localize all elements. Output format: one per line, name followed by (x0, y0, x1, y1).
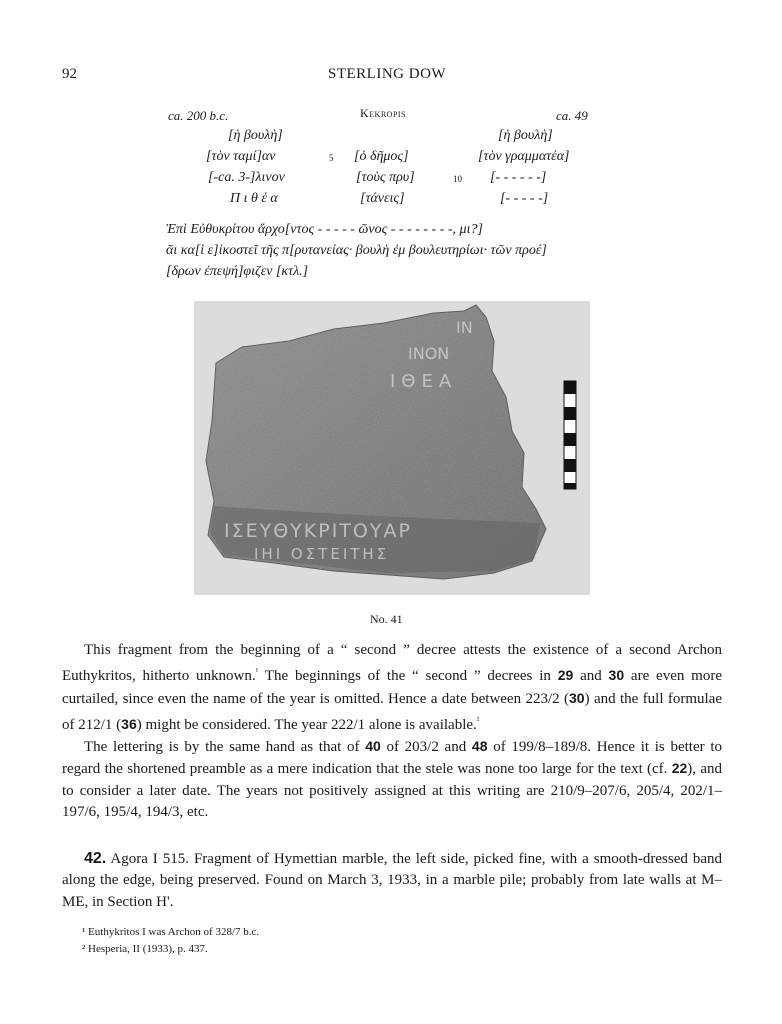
page-number: 92 (62, 66, 77, 82)
inscription-text-line: Ἐπὶ Εὐθυκρίτου ἄρχο[ντος - - - - - ῶνος - - - - - - - -, μι?] (166, 222, 483, 237)
line-number-5: 5 (329, 153, 334, 163)
inscription-left-line: Π ι θ έ α (230, 191, 278, 206)
inscription-right-line: [τὸν γραμματέα] (478, 149, 570, 164)
svg-text:ΙΝΟΝ: ΙΝΟΝ (408, 344, 450, 363)
inscription-right-line: [ἡ βουλὴ] (498, 128, 553, 143)
inscription-left-line: [τὸν ταμί]αν (206, 149, 276, 164)
stone-fragment-image (194, 301, 590, 595)
svg-text:ΙΘΕΑ: ΙΘΕΑ (390, 371, 458, 392)
cross-ref: 48 (471, 738, 488, 755)
cross-ref: 22 (671, 760, 688, 777)
cross-ref: 36 (121, 715, 137, 732)
fragment-photograph (194, 301, 590, 595)
line-number-10: 10 (453, 174, 462, 184)
date-left: ca. 200 b.c. (168, 108, 229, 123)
figure-caption: No. 41 (370, 612, 403, 626)
footnote-ref: ¹ (255, 666, 259, 677)
inscription-right-line: [- - - - - -] (490, 170, 547, 185)
svg-text:ΙΣΕΥΘΥΚΡΙΤΟΥΑΡ: ΙΣΕΥΘΥΚΡΙΤΟΥΑΡ (224, 520, 412, 542)
svg-text:IN: IN (456, 318, 473, 337)
paragraph: 42. Agora I 515. Fragment of Hymettian marble, the left side, picked fine, with a smooth-dressed band along the edge, being preserved. Found on March 3, 1933, in a marble pile; probably from late walls at M–ME, in Section Η'. (62, 850, 722, 910)
inscription-mid-line: [τάνεις] (360, 191, 405, 206)
inscription-mid-line: [τοὺς πρυ] (356, 170, 415, 185)
inscription-text-line: ᾶι κα[ὶ ε]ἰκοστεῖ τῆς π[ρυτανείας· βουλὴ ἐμ βουλευτηρίωι· τῶν προέ] (166, 243, 547, 258)
inscription-left-line: [ἡ βουλὴ] (228, 128, 283, 143)
cross-ref: 30 (569, 689, 585, 706)
footnote-ref: ² (476, 714, 480, 725)
footnote-2: ² Hesperia, II (1933), p. 437. (82, 943, 208, 955)
cross-ref: 30 (608, 667, 625, 684)
entry-42 (62, 848, 722, 913)
date-right: ca. 49 (556, 108, 588, 123)
entry-number: 42. (84, 850, 107, 867)
inscription-text-line: [δρων ἐπεψή]φιζεν [κτλ.] (166, 264, 309, 279)
tribe-heading: Kekropis (360, 106, 407, 120)
inscription-left-line: [-ca. 3-]λινον (208, 170, 285, 185)
scale-bar (564, 381, 576, 489)
inscription-right-line: [- - - - -] (500, 191, 549, 206)
running-head: STERLING DOW (328, 66, 447, 82)
cross-ref: 29 (557, 667, 574, 684)
inscription-mid-line: [ὁ δῆμος] (354, 149, 409, 164)
svg-text:ΙΗΙ ΟΣΤΕΙΤΗΣ: ΙΗΙ ΟΣΤΕΙΤΗΣ (254, 545, 390, 563)
body-text (62, 640, 722, 823)
paragraph: This fragment from the beginning of a “ second ” decree attests the existence of a second Archon Euthykritos, hitherto unknown.$^{^1}$ The beginnings of the “ second ” decrees in 29 and 30 are even more curtailed, since even the name of the year is omitted. Hence a date between 223/2 (30) and the full formulae of 212/1 (36) might be considered. The year 222/1 alone is available.$^{^2}$ (62, 642, 723, 733)
cross-ref: 40 (365, 738, 381, 755)
paragraph: The lettering is by the same hand as that of 40 of 203/2 and 48 of 199/8–189/8. Hence it is better to regard the shortened preamble as a mere indication that the stele was none too large for the text (cf. 22), and to consider a later date. The years not positively assigned at this writing are 210/9–207/6, 205/4, 202/1–197/6, 195/4, 194/3, etc. (62, 738, 722, 821)
footnote-1: ¹ Euthykritos I was Archon of 328/7 b.c. (82, 926, 260, 938)
